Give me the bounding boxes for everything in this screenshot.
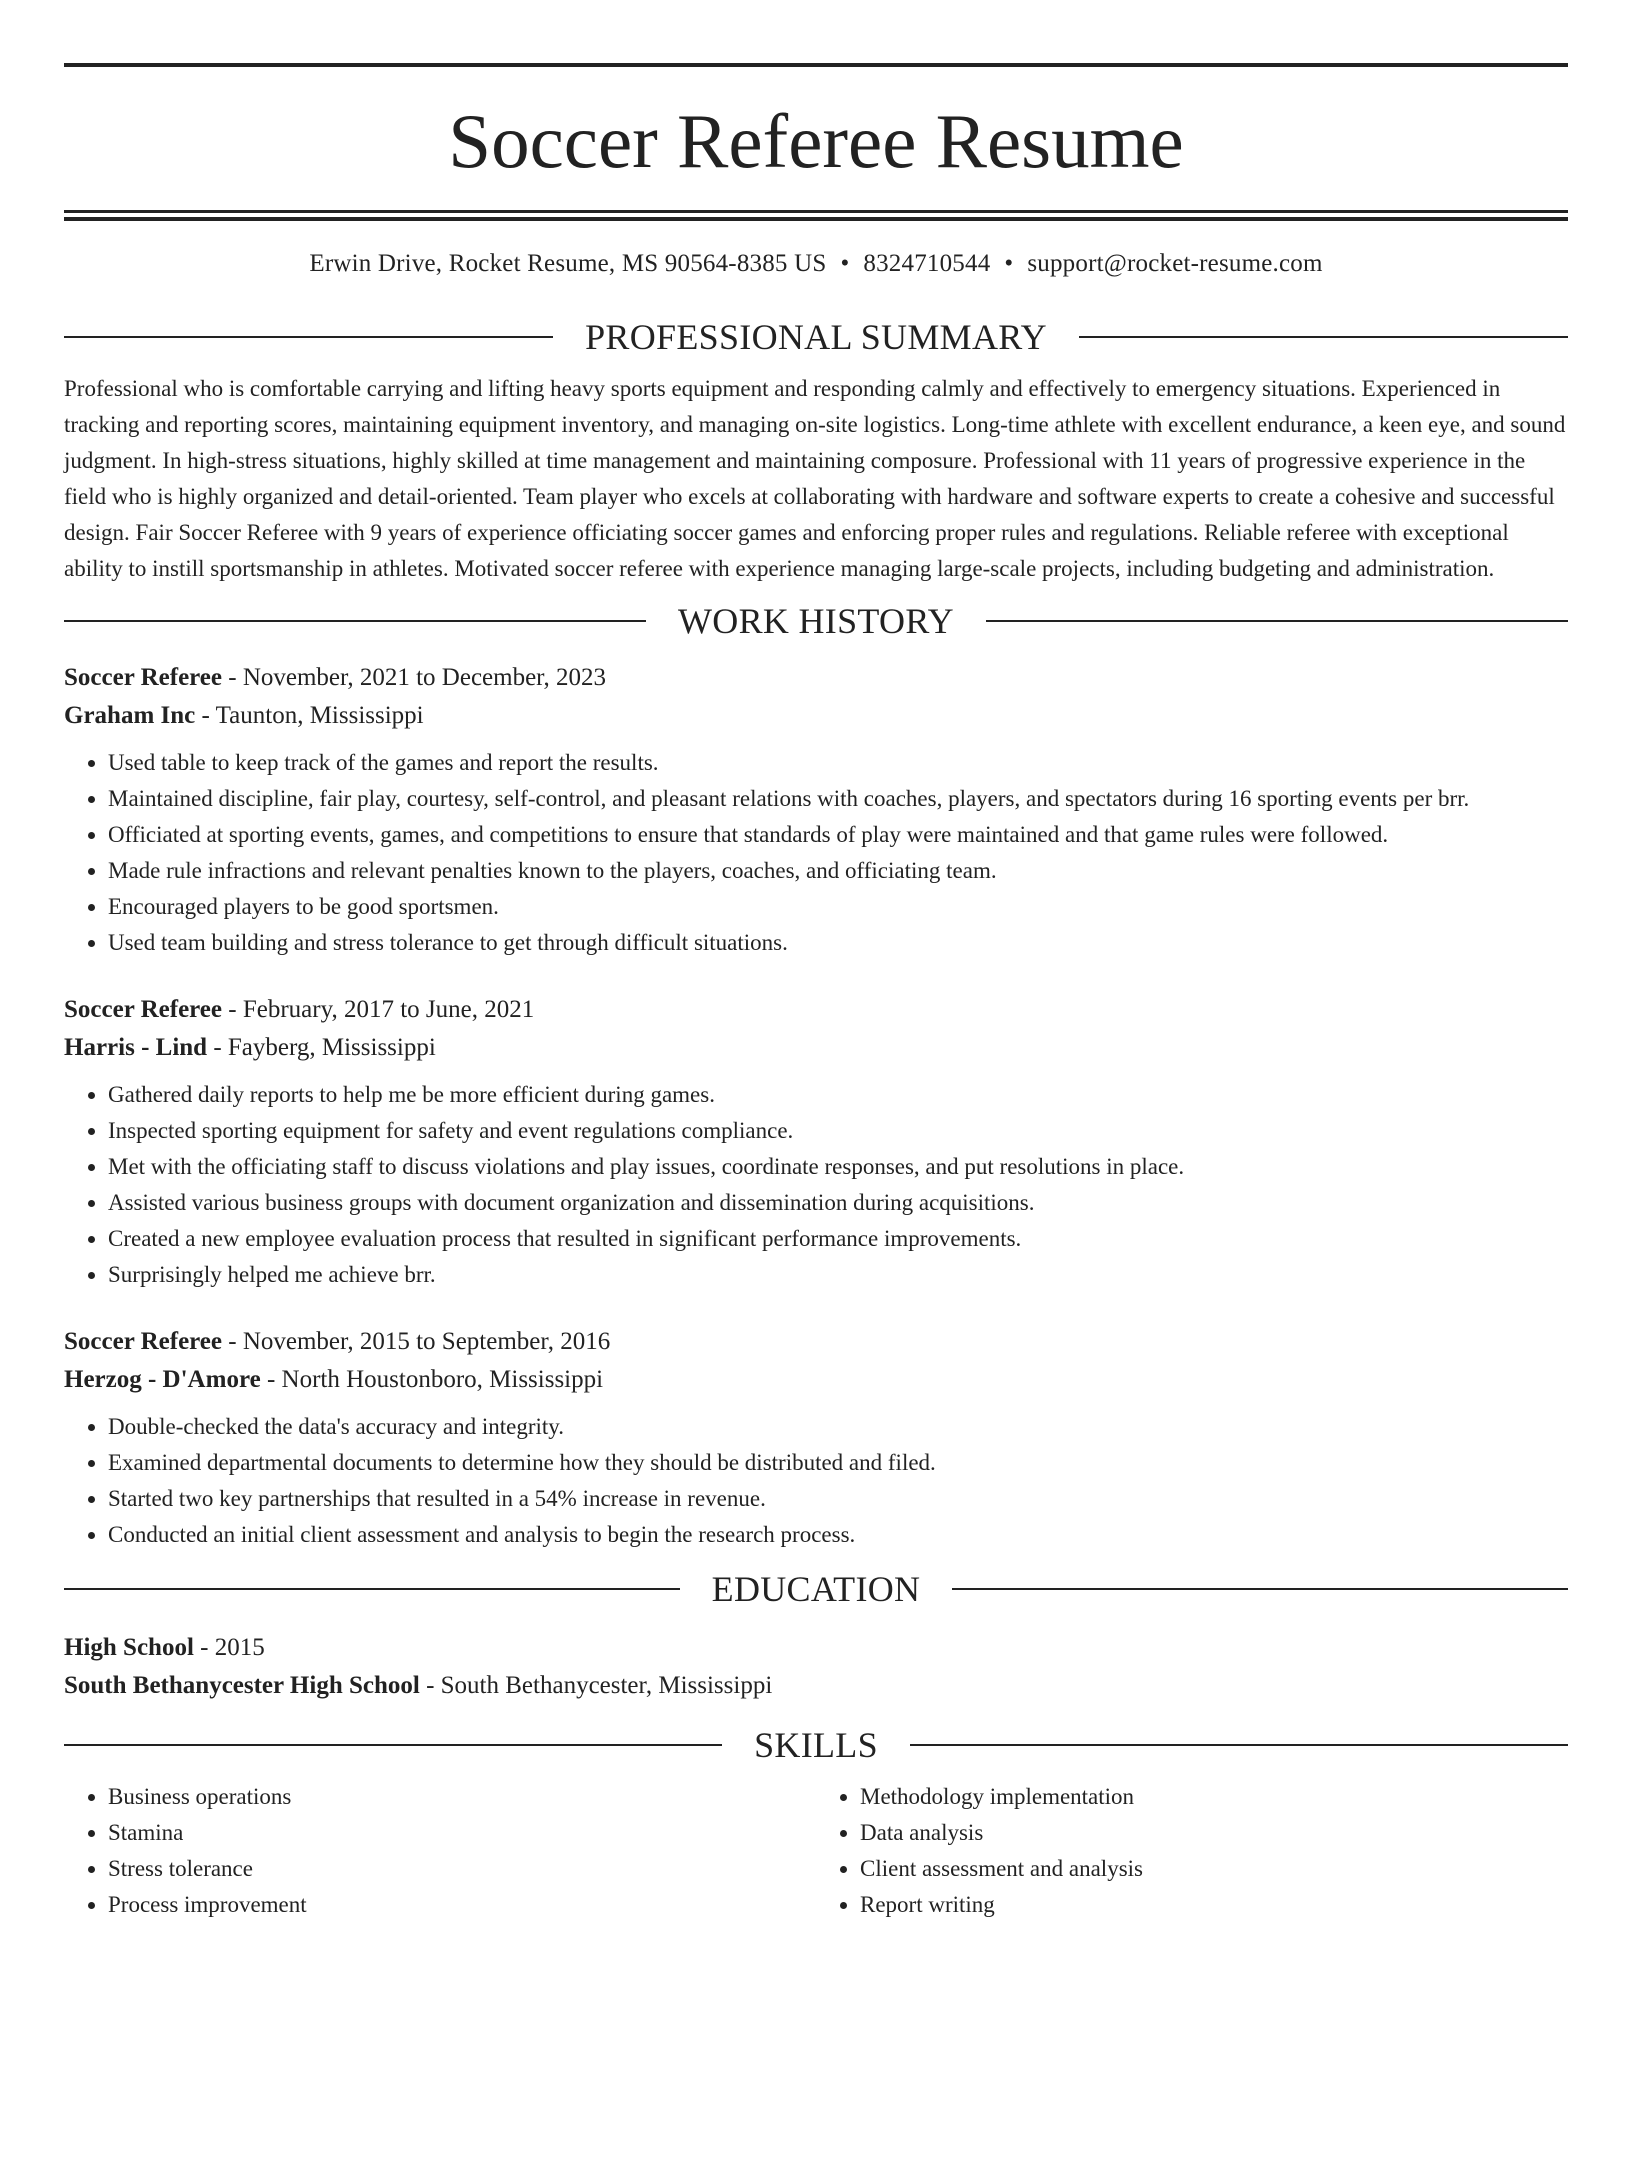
education-entry xyxy=(64,1629,1568,1705)
education-school-line xyxy=(64,1667,1568,1705)
skill-item: • Process improvement xyxy=(108,1887,816,1923)
job-bullet: • Met with the officiating staff to discuss violations and play issues, coordinate responses, and put resolutions in place. xyxy=(108,1149,1568,1185)
skill-item: • Stress tolerance xyxy=(108,1851,816,1887)
job-location: - North Houstonboro, Mississippi xyxy=(260,1366,604,1393)
job-entry-3 xyxy=(64,1323,1568,1553)
skill-item: • Data analysis xyxy=(860,1815,1568,1851)
skill-item: • Report writing xyxy=(860,1887,1568,1923)
job-company: Herzog - D'Amore xyxy=(64,1366,261,1393)
heading-rule-left xyxy=(64,1744,722,1746)
job-company: Harris - Lind xyxy=(64,1034,208,1061)
resume-page xyxy=(0,63,1632,2175)
education-school: South Bethanycester High School xyxy=(64,1672,420,1699)
job-bullet: • Assisted various business groups with document organization and dissemination during acquisitions. xyxy=(108,1185,1568,1221)
job-title-line xyxy=(64,659,1568,697)
job-bullet: • Started two key partnerships that resulted in a 54% increase in revenue. xyxy=(108,1481,1568,1517)
job-bullets xyxy=(64,1077,1568,1293)
heading-rule-right xyxy=(952,1588,1568,1590)
education-section-heading xyxy=(64,1567,1568,1611)
top-rule xyxy=(64,63,1568,67)
job-dates: - February, 2017 to June, 2021 xyxy=(222,996,535,1023)
job-bullet: • Used table to keep track of the games and report the results. xyxy=(108,745,1568,781)
job-bullet: • Double-checked the data's accuracy and integrity. xyxy=(108,1409,1568,1445)
heading-rule-right xyxy=(910,1744,1568,1746)
contact-separator: • xyxy=(1004,250,1014,277)
heading-rule-left xyxy=(64,620,646,622)
job-title-line xyxy=(64,991,1568,1029)
job-location: - Taunton, Mississippi xyxy=(195,702,424,729)
job-company: Graham Inc xyxy=(64,702,196,729)
skills-heading: SKILLS xyxy=(754,1725,878,1765)
skill-item: • Client assessment and analysis xyxy=(860,1851,1568,1887)
education-year: - 2015 xyxy=(193,1634,265,1661)
contact-line xyxy=(64,250,1568,280)
job-dates: - November, 2021 to December, 2023 xyxy=(222,664,606,691)
education-degree: High School xyxy=(64,1634,194,1661)
education-location: - South Bethanycester, Mississippi xyxy=(419,1672,773,1699)
contact-phone: 8324710544 xyxy=(863,250,991,277)
job-bullet: • Maintained discipline, fair play, courtesy, self-control, and pleasant relations with coaches, players, and spectators during 16 sporting events per brr. xyxy=(108,781,1568,817)
job-bullet: • Officiated at sporting events, games, and competitions to ensure that standards of play were maintained and that game rules were followed. xyxy=(108,817,1568,853)
skills-columns xyxy=(64,1779,1568,1923)
job-entry-1 xyxy=(64,659,1568,961)
job-company-line xyxy=(64,1361,1568,1399)
contact-separator: • xyxy=(840,250,850,277)
education-heading: EDUCATION xyxy=(711,1569,921,1609)
education-degree-line xyxy=(64,1629,1568,1667)
job-bullet: • Created a new employee evaluation process that resulted in significant performance improvements. xyxy=(108,1221,1568,1257)
job-company-line xyxy=(64,1029,1568,1067)
summary-text: Professional who is comfortable carrying and lifting heavy sports equipment and responding calmly and effectively to emergency situations. Experienced in tracking and reporting scores, maintaining equipment inventory, and managing on-site logistics. Long-time athlete with excellent endurance, a keen eye, and sound judgment. In high-stress situations, highly skilled at time management and maintaining composure. Professional with 11 years of progressive experience in the field who is highly organized and detail-oriented. Team player who excels at collaborating with hardware and software experts to create a cohesive and successful design. Fair Soccer Referee with 9 years of experience officiating soccer games and enforcing proper rules and regulations. Reliable referee with exceptional ability to instill sportsmanship in athletes. Motivated soccer referee with experience managing large-scale projects, including budgeting and administration. xyxy=(64,376,1566,581)
skill-item: • Business operations xyxy=(108,1779,816,1815)
skill-item: • Stamina xyxy=(108,1815,816,1851)
job-title-line xyxy=(64,1323,1568,1361)
heading-rule-right xyxy=(986,620,1568,622)
job-bullet: • Gathered daily reports to help me be more efficient during games. xyxy=(108,1077,1568,1113)
job-title: Soccer Referee xyxy=(64,996,222,1023)
job-bullet: • Examined departmental documents to determine how they should be distributed and filed. xyxy=(108,1445,1568,1481)
job-location: - Fayberg, Mississippi xyxy=(207,1034,436,1061)
job-title: Soccer Referee xyxy=(64,1328,222,1355)
summary-section-heading xyxy=(64,315,1568,359)
contact-address: Erwin Drive, Rocket Resume, MS 90564-8385 US xyxy=(309,250,827,277)
job-entry-2 xyxy=(64,991,1568,1293)
job-bullet: • Encouraged players to be good sportsmen. xyxy=(108,889,1568,925)
job-title: Soccer Referee xyxy=(64,664,222,691)
job-bullet: • Inspected sporting equipment for safety and event regulations compliance. xyxy=(108,1113,1568,1149)
resume-title: Soccer Referee Resume xyxy=(448,98,1184,184)
job-bullets xyxy=(64,745,1568,961)
title-double-rule xyxy=(64,210,1568,221)
job-bullet: • Used team building and stress tolerance to get through difficult situations. xyxy=(108,925,1568,961)
job-bullet: • Surprisingly helped me achieve brr. xyxy=(108,1257,1568,1293)
job-bullets xyxy=(64,1409,1568,1553)
skills-right-column xyxy=(816,1779,1568,1923)
skill-item: • Methodology implementation xyxy=(860,1779,1568,1815)
work-section-heading xyxy=(64,599,1568,643)
job-company-line xyxy=(64,697,1568,735)
contact-email: support@rocket-resume.com xyxy=(1027,250,1323,277)
skills-left-column xyxy=(64,1779,816,1923)
job-bullet: • Conducted an initial client assessment and analysis to begin the research process. xyxy=(108,1517,1568,1553)
job-bullet: • Made rule infractions and relevant penalties known to the players, coaches, and officiating team. xyxy=(108,853,1568,889)
job-dates: - November, 2015 to September, 2016 xyxy=(222,1328,611,1355)
summary-heading: PROFESSIONAL SUMMARY xyxy=(585,317,1047,357)
heading-rule-right xyxy=(1079,336,1568,338)
heading-rule-left xyxy=(64,1588,680,1590)
heading-rule-left xyxy=(64,336,553,338)
skills-section-heading xyxy=(64,1723,1568,1767)
work-heading: WORK HISTORY xyxy=(678,601,954,641)
